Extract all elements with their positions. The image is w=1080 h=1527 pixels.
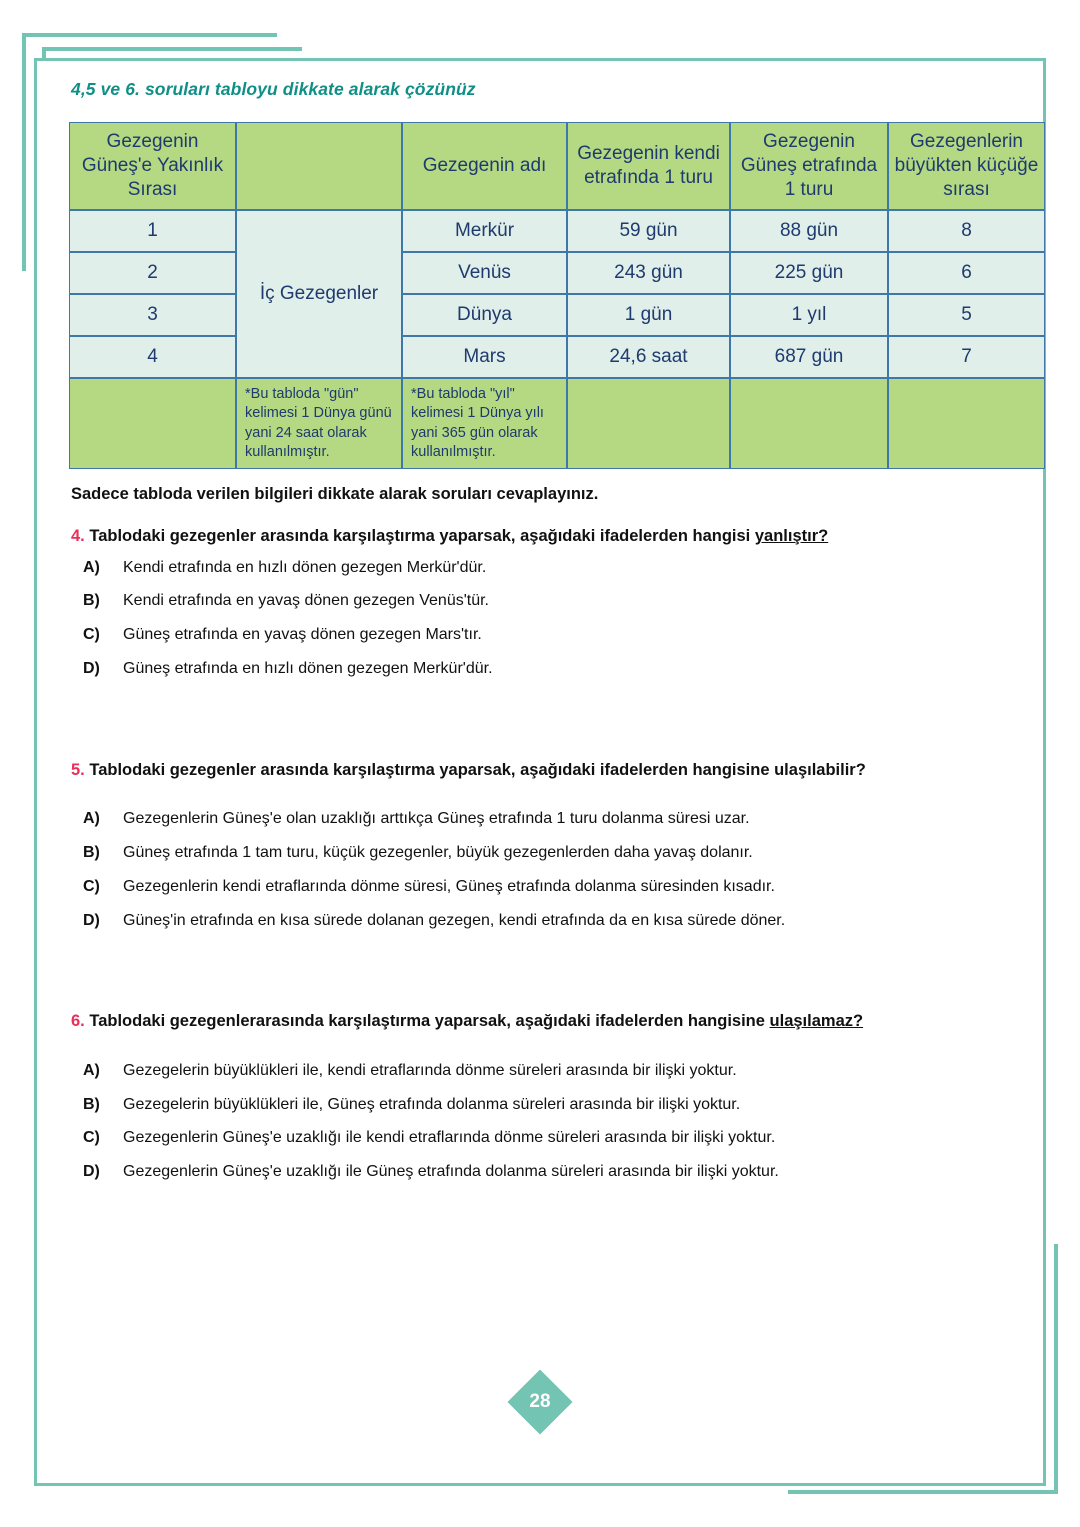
- cell-rotation: 1 gün: [567, 294, 730, 336]
- column-header-revolution: Gezegenin Güneş etrafında 1 turu: [730, 122, 888, 210]
- option-a-text: Kendi etrafında en hızlı dönen gezegen Merkür'dür.: [123, 558, 487, 576]
- option-a-text: Gezegenlerin Güneş'e olan uzaklığı arttıkça Güneş etrafında 1 turu dolanma süresi uzar.: [123, 810, 750, 828]
- footnote-cell-day: *Bu tabloda "gün" kelimesi 1 Dünya günü yani 24 saat olarak kullanılmıştır.: [236, 378, 402, 469]
- page-number-badge: [517, 1379, 563, 1425]
- option-c-text: Gezegenlerin kendi etraflarında dönme süresi, Güneş etrafında dolanma süresinden kısadır.: [123, 877, 775, 895]
- option-b-letter: B): [83, 843, 100, 861]
- page-content: [55, 75, 1039, 1473]
- option-a-text: Gezegelerin büyüklükleri ile, kendi etraflarında dönme süreleri arasında bir ilişki yoktur.: [123, 1061, 737, 1079]
- footnote-cell-4: [567, 378, 730, 469]
- footnote-cell-6: [888, 378, 1045, 469]
- option-d-letter: D): [83, 911, 100, 929]
- cell-name: Venüs: [402, 252, 567, 294]
- cell-order: 1: [69, 210, 236, 252]
- option-d-letter: D): [83, 659, 100, 677]
- column-header-group: [236, 122, 402, 210]
- option-a-letter: A): [83, 810, 100, 828]
- page-number-text: 28: [529, 1391, 551, 1412]
- question-4-options: [83, 558, 1025, 680]
- table-row: [69, 294, 1045, 336]
- question-6-options: [83, 1061, 1025, 1183]
- cell-name: Dünya: [402, 294, 567, 336]
- column-header-name: Gezegenin adı: [402, 122, 567, 210]
- column-header-order: Gezegenin Güneş'e Yakınlık Sırası: [69, 122, 236, 210]
- option-b-text: Güneş etrafında 1 tam turu, küçük gezegenler, büyük gezegenlerden daha yavaş dolanır.: [123, 843, 753, 861]
- option-d[interactable]: [83, 1162, 1025, 1183]
- question-5-options: [83, 809, 1025, 931]
- question-6-prompt: [71, 1011, 1025, 1032]
- table-row: [69, 252, 1045, 294]
- column-header-rotation: Gezegenin kendi etrafında 1 turu: [567, 122, 730, 210]
- cell-order: 2: [69, 252, 236, 294]
- planet-comparison-table: [69, 122, 1045, 469]
- cell-order: 3: [69, 294, 236, 336]
- cell-order: 4: [69, 336, 236, 378]
- cell-size-rank: 8: [888, 210, 1045, 252]
- cell-name: Mars: [402, 336, 567, 378]
- question-4-prompt: [71, 526, 1025, 547]
- table-footnote-row: [69, 378, 1045, 469]
- table-row: [69, 210, 1045, 252]
- question-4-emphasis: yanlıştır?: [754, 527, 829, 546]
- cell-size-rank: 7: [888, 336, 1045, 378]
- option-c-letter: C): [83, 626, 100, 644]
- cell-revolution: 687 gün: [730, 336, 888, 378]
- option-d-text: Güneş'in etrafında en kısa sürede dolanan gezegen, kendi etrafında da en kısa sürede döner.: [123, 911, 786, 929]
- cell-rotation: 59 gün: [567, 210, 730, 252]
- option-b-text: Gezegelerin büyüklükleri ile, Güneş etrafında dolanma süreleri arasında bir ilişki yoktur.: [123, 1095, 741, 1113]
- footnote-cell-1: [69, 378, 236, 469]
- table-row: [69, 336, 1045, 378]
- option-d[interactable]: [83, 659, 1025, 680]
- option-c-text: Gezegenlerin Güneş'e uzaklığı ile kendi etraflarında dönme süreleri arasında bir ilişki yoktur.: [123, 1129, 776, 1147]
- option-d-text: Güneş etrafında en hızlı dönen gezegen Merkür'dür.: [123, 659, 493, 677]
- footnote-cell-5: [730, 378, 888, 469]
- option-b-letter: B): [83, 1095, 100, 1113]
- option-c[interactable]: [83, 1128, 1025, 1149]
- option-a-letter: A): [83, 1061, 100, 1079]
- table-header: [69, 122, 1045, 210]
- option-a[interactable]: [83, 558, 1025, 579]
- option-c-letter: C): [83, 877, 100, 895]
- spacer: [55, 680, 1025, 738]
- spacer: [55, 781, 1025, 799]
- instruction-title: 4,5 ve 6. soruları tabloyu dikkate alarak çözünüz: [71, 79, 476, 99]
- question-6-text: Tablodaki gezegenlerarasında karşılaştırma yaparsak, aşağıdaki ifadelerden hangisine: [89, 1012, 770, 1031]
- question-5-prompt: [71, 760, 1025, 781]
- cell-rotation: 243 gün: [567, 252, 730, 294]
- answer-instruction-text: Sadece tabloda verilen bilgileri dikkate alarak soruları cevaplayınız.: [71, 485, 599, 504]
- option-b-letter: B): [83, 592, 100, 610]
- cell-revolution: 1 yıl: [730, 294, 888, 336]
- table-body: [69, 210, 1045, 469]
- option-d-letter: D): [83, 1163, 100, 1181]
- option-d[interactable]: [83, 911, 1025, 932]
- option-c-text: Güneş etrafında en yavaş dönen gezegen Mars'tır.: [123, 626, 482, 644]
- option-a[interactable]: [83, 1061, 1025, 1082]
- cell-size-rank: 6: [888, 252, 1045, 294]
- option-b[interactable]: [83, 843, 1025, 864]
- option-c[interactable]: [83, 877, 1025, 898]
- question-4-text: Tablodaki gezegenler arasında karşılaştırma yaparsak, aşağıdaki ifadelerden hangisi: [89, 527, 755, 546]
- option-c-letter: C): [83, 1129, 100, 1147]
- question-5-text: Tablodaki gezegenler arasında karşılaştırma yaparsak, aşağıdaki ifadelerden hangisine ulaşılabilir?: [89, 760, 866, 779]
- cell-group-label: İç Gezegenler: [236, 210, 402, 378]
- option-d-text: Gezegenlerin Güneş'e uzaklığı ile Güneş etrafında dolanma süreleri arasında bir ilişki yoktur.: [123, 1163, 779, 1181]
- option-b[interactable]: [83, 1095, 1025, 1116]
- question-6-emphasis: ulaşılamaz?: [769, 1012, 864, 1031]
- table-header-row: [69, 122, 1045, 210]
- cell-size-rank: 5: [888, 294, 1045, 336]
- option-c[interactable]: [83, 625, 1025, 646]
- option-b[interactable]: [83, 591, 1025, 612]
- cell-revolution: 88 gün: [730, 210, 888, 252]
- cell-revolution: 225 gün: [730, 252, 888, 294]
- footnote-cell-year: *Bu tabloda "yıl" kelimesi 1 Dünya yılı yani 365 gün olarak kullanılmıştır.: [402, 378, 567, 469]
- option-a-letter: A): [83, 558, 100, 576]
- column-header-size-rank: Gezegenlerin büyükten küçüğe sırası: [888, 122, 1045, 210]
- cell-rotation: 24,6 saat: [567, 336, 730, 378]
- question-6-number: 6.: [71, 1012, 85, 1031]
- option-a[interactable]: [83, 809, 1025, 830]
- question-4-number: 4.: [71, 527, 85, 546]
- question-5-number: 5.: [71, 760, 85, 779]
- option-b-text: Kendi etrafında en yavaş dönen gezegen Venüs'tür.: [123, 592, 489, 610]
- spacer: [55, 1033, 1025, 1051]
- page-frame: [34, 58, 1046, 1486]
- spacer: [55, 931, 1025, 989]
- cell-name: Merkür: [402, 210, 567, 252]
